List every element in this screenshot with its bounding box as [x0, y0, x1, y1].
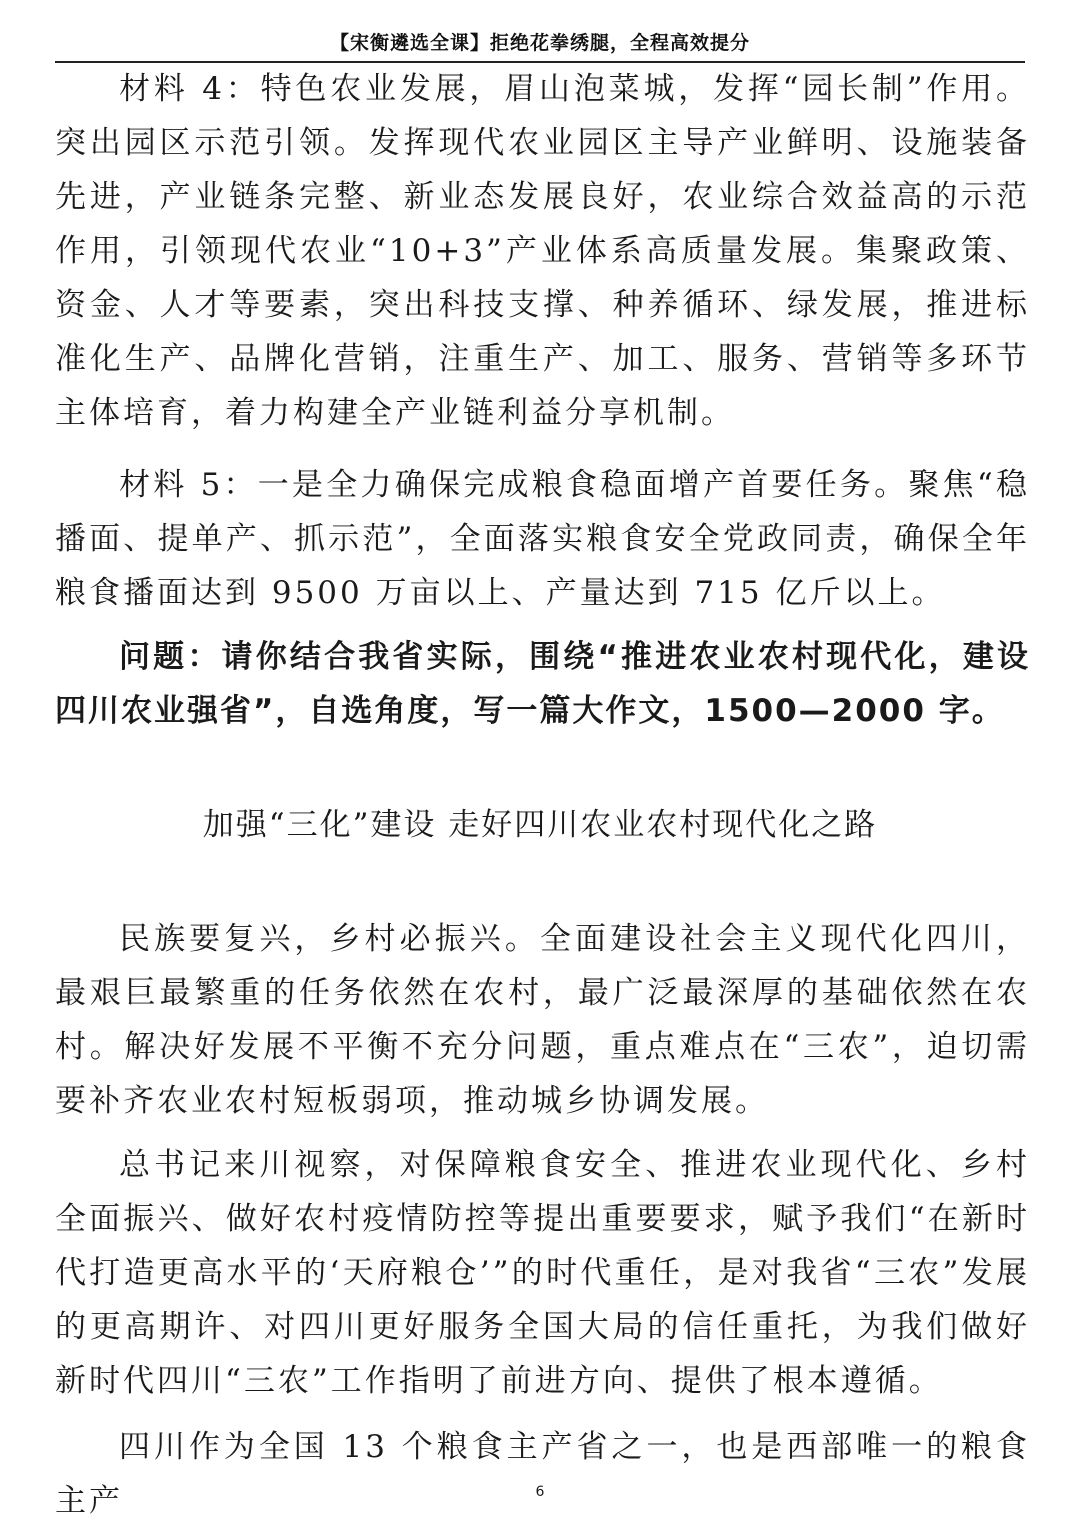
essay-paragraph-2: 总书记来川视察，对保障粮食安全、推进农业现代化、乡村全面振兴、做好农村疫情防控等提出重要要求，赋予我们“在新时代打造更高水平的‘天府粮仓’”的时代重任，是对我省“三农”发展的更高期许、对四川更好服务全国大局的信任重托，为我们做好新时代四川“三农”工作指明了前进方向、提供了根本遵循。	[55, 1147, 1030, 1399]
page-header: 【宋衡遴选全课】拒绝花拳绣腿，全程高效提分	[329, 32, 750, 54]
essay-title: 加强“三化”建设 走好四川农业农村现代化之路	[202, 807, 878, 843]
material-4-paragraph: 材料 4：特色农业发展，眉山泡菜城，发挥“园长制”作用。突出园区示范引领。发挥现代农业园区主导产业鲜明、设施装备先进，产业链条完整、新业态发展良好，农业综合效益高的示范作用，引领现代农业“10+3”产业体系高质量发展。集聚政策、资金、人才等要素，突出科技支撑、种养循环、绿发展，推进标准化生产、品牌化营销，注重生产、加工、服务、营销等多环节主体培育，着力构建全产业链利益分享机制。	[55, 71, 1030, 431]
essay-paragraph-1: 民族要复兴，乡村必振兴。全面建设社会主义现代化四川，最艰巨最繁重的任务依然在农村，最广泛最深厚的基础依然在农村。解决好发展不平衡不充分问题，重点难点在“三农”，迫切需要补齐农业农村短板弱项，推动城乡协调发展。	[55, 921, 1030, 1119]
material-5-paragraph: 材料 5：一是全力确保完成粮食稳面增产首要任务。聚焦“稳播面、提单产、抓示范”，全面落实粮食安全党政同责，确保全年粮食播面达到 9500 万亩以上、产量达到 715 亿斤以上。	[55, 467, 1030, 611]
question-paragraph: 问题：请你结合我省实际，围绕“推进农业农村现代化，建设四川农业强省”，自选角度，写一篇大作文，1500—2000 字。	[55, 639, 1030, 729]
page-number: 6	[535, 1484, 545, 1500]
essay-paragraph-3: 四川作为全国 13 个粮食主产省之一，也是西部唯一的粮食主产	[55, 1429, 1030, 1519]
